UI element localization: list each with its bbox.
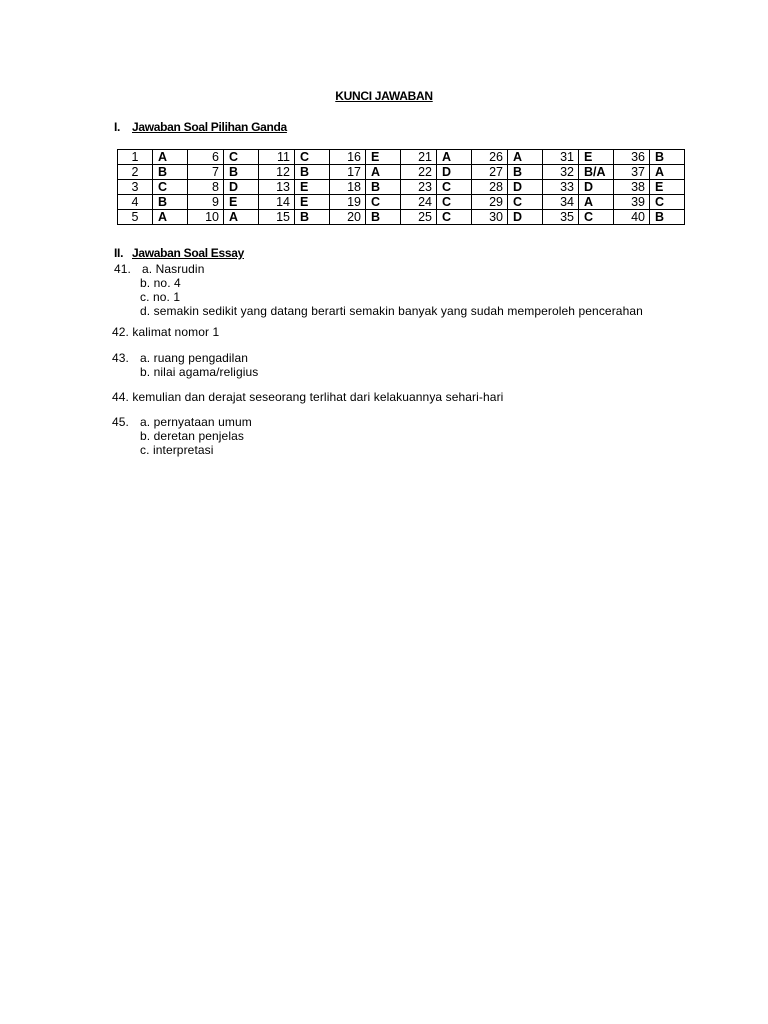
- question-number-cell: 8: [188, 180, 224, 195]
- question-number-cell: 35: [543, 210, 579, 225]
- essay-45-answer-c: c. interpretasi: [140, 443, 214, 457]
- answer-key-table: [117, 149, 685, 225]
- essay-41-answer-a: a. Nasrudin: [142, 262, 205, 276]
- answer-letter-cell: E: [224, 195, 259, 210]
- question-number-cell: 38: [614, 180, 650, 195]
- question-number-cell: 5: [118, 210, 153, 225]
- section-heading-multiple-choice: [114, 120, 287, 134]
- answer-key-row: [118, 150, 685, 165]
- answer-letter-cell: D: [579, 180, 614, 195]
- answer-letter-cell: A: [366, 165, 401, 180]
- question-number-cell: 39: [614, 195, 650, 210]
- question-number-cell: 31: [543, 150, 579, 165]
- answer-letter-cell: A: [153, 210, 188, 225]
- question-number-cell: 22: [401, 165, 437, 180]
- question-number-cell: 6: [188, 150, 224, 165]
- answer-key-row: [118, 195, 685, 210]
- answer-letter-cell: C: [437, 210, 472, 225]
- answer-letter-cell: B: [508, 165, 543, 180]
- answer-letter-cell: B/A: [579, 165, 614, 180]
- answer-letter-cell: C: [366, 195, 401, 210]
- answer-letter-cell: A: [153, 150, 188, 165]
- essay-44-answer: 44. kemulian dan derajat seseorang terlihat dari kelakuannya sehari-hari: [112, 390, 504, 404]
- question-number-cell: 12: [259, 165, 295, 180]
- question-number-cell: 36: [614, 150, 650, 165]
- answer-letter-cell: C: [153, 180, 188, 195]
- answer-key-row: [118, 210, 685, 225]
- answer-letter-cell: D: [437, 165, 472, 180]
- essay-42-answer: 42. kalimat nomor 1: [112, 325, 220, 339]
- question-number-cell: 16: [330, 150, 366, 165]
- question-number-cell: 37: [614, 165, 650, 180]
- answer-letter-cell: C: [295, 150, 330, 165]
- question-number-cell: 19: [330, 195, 366, 210]
- question-number-cell: 13: [259, 180, 295, 195]
- answer-letter-cell: A: [437, 150, 472, 165]
- answer-letter-cell: C: [224, 150, 259, 165]
- answer-letter-cell: B: [224, 165, 259, 180]
- answer-letter-cell: C: [437, 195, 472, 210]
- answer-letter-cell: C: [508, 195, 543, 210]
- answer-letter-cell: E: [366, 150, 401, 165]
- essay-43-number: 43.: [112, 351, 129, 365]
- essay-45-number: 45.: [112, 415, 129, 429]
- question-number-cell: 28: [472, 180, 508, 195]
- question-number-cell: 17: [330, 165, 366, 180]
- answer-letter-cell: A: [508, 150, 543, 165]
- question-number-cell: 7: [188, 165, 224, 180]
- answer-letter-cell: E: [295, 195, 330, 210]
- essay-41-answer-b: b. no. 4: [140, 276, 181, 290]
- question-number-cell: 40: [614, 210, 650, 225]
- essay-43-answer-a: a. ruang pengadilan: [140, 351, 248, 365]
- essay-41-answer-c: c. no. 1: [140, 290, 181, 304]
- essay-41-answer-d: d. semakin sedikit yang datang berarti semakin banyak yang sudah memperoleh pencerahan: [140, 304, 643, 318]
- essay-45-answer-a: a. pernyataan umum: [140, 415, 252, 429]
- section-number: I.: [114, 120, 121, 134]
- section-number: II.: [114, 246, 124, 260]
- answer-letter-cell: D: [224, 180, 259, 195]
- answer-letter-cell: B: [366, 180, 401, 195]
- question-number-cell: 2: [118, 165, 153, 180]
- answer-letter-cell: B: [153, 195, 188, 210]
- question-number-cell: 33: [543, 180, 579, 195]
- question-number-cell: 25: [401, 210, 437, 225]
- answer-letter-cell: E: [579, 150, 614, 165]
- section-label: Jawaban Soal Pilihan Ganda: [132, 120, 287, 134]
- answer-letter-cell: D: [508, 180, 543, 195]
- question-number-cell: 4: [118, 195, 153, 210]
- question-number-cell: 27: [472, 165, 508, 180]
- question-number-cell: 3: [118, 180, 153, 195]
- section-heading-essay: [114, 246, 244, 260]
- answer-letter-cell: E: [295, 180, 330, 195]
- question-number-cell: 23: [401, 180, 437, 195]
- answer-key-row: [118, 165, 685, 180]
- answer-letter-cell: A: [224, 210, 259, 225]
- question-number-cell: 15: [259, 210, 295, 225]
- essay-41-number: 41.: [114, 262, 131, 276]
- question-number-cell: 9: [188, 195, 224, 210]
- section-label: Jawaban Soal Essay: [132, 246, 244, 260]
- answer-key-row: [118, 180, 685, 195]
- answer-letter-cell: E: [650, 180, 685, 195]
- answer-letter-cell: B: [650, 210, 685, 225]
- question-number-cell: 30: [472, 210, 508, 225]
- answer-letter-cell: A: [650, 165, 685, 180]
- question-number-cell: 14: [259, 195, 295, 210]
- essay-45-answer-b: b. deretan penjelas: [140, 429, 244, 443]
- answer-letter-cell: B: [366, 210, 401, 225]
- answer-letter-cell: A: [579, 195, 614, 210]
- question-number-cell: 10: [188, 210, 224, 225]
- question-number-cell: 20: [330, 210, 366, 225]
- answer-letter-cell: C: [650, 195, 685, 210]
- question-number-cell: 24: [401, 195, 437, 210]
- question-number-cell: 11: [259, 150, 295, 165]
- question-number-cell: 34: [543, 195, 579, 210]
- answer-letter-cell: C: [437, 180, 472, 195]
- question-number-cell: 26: [472, 150, 508, 165]
- answer-letter-cell: B: [295, 165, 330, 180]
- document-title: KUNCI JAWABAN: [335, 89, 433, 103]
- answer-letter-cell: D: [508, 210, 543, 225]
- question-number-cell: 21: [401, 150, 437, 165]
- essay-43-answer-b: b. nilai agama/religius: [140, 365, 259, 379]
- answer-letter-cell: C: [579, 210, 614, 225]
- question-number-cell: 1: [118, 150, 153, 165]
- question-number-cell: 18: [330, 180, 366, 195]
- answer-letter-cell: B: [295, 210, 330, 225]
- question-number-cell: 29: [472, 195, 508, 210]
- question-number-cell: 32: [543, 165, 579, 180]
- answer-letter-cell: B: [153, 165, 188, 180]
- answer-letter-cell: B: [650, 150, 685, 165]
